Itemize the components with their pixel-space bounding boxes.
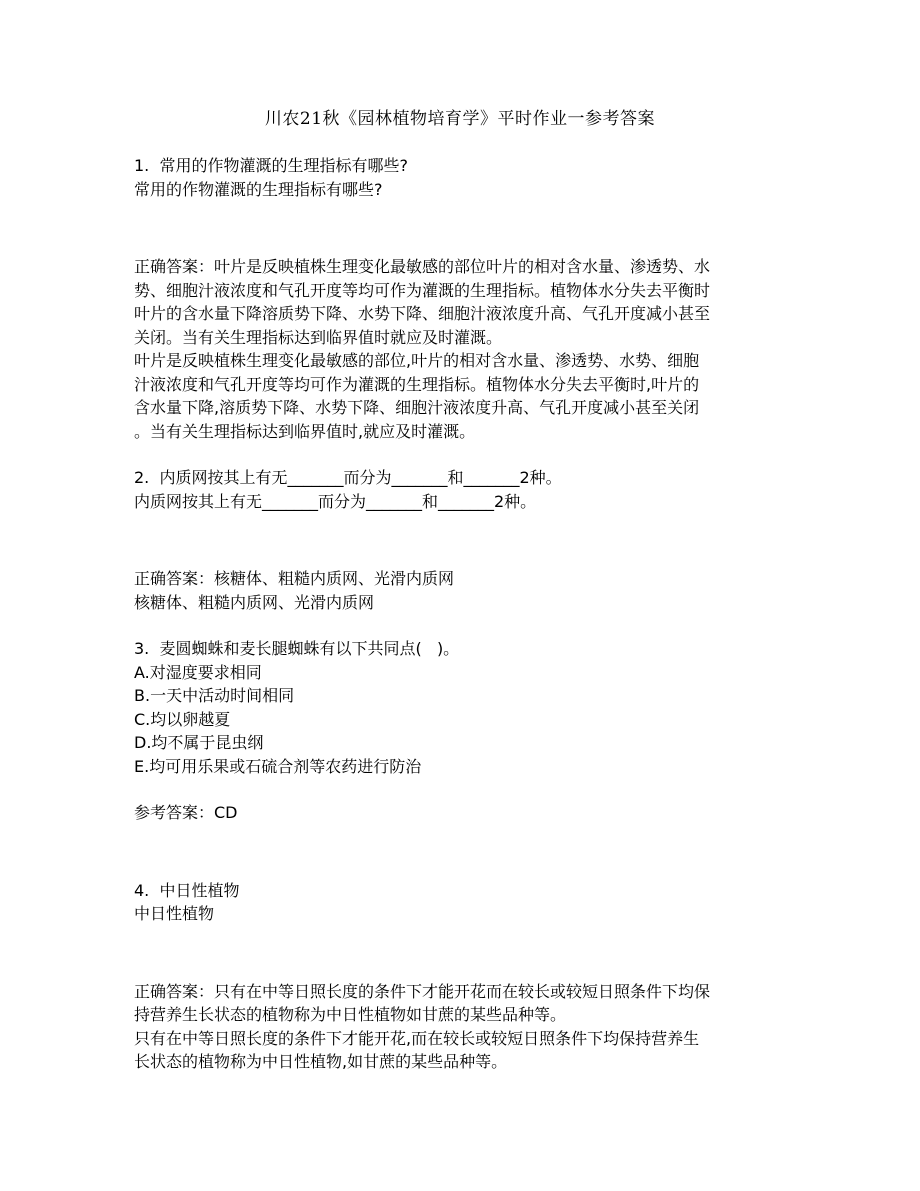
answer-line: 含水量下降,溶质势下降、水势下降、细胞汁液浓度升高、气孔开度减小甚至关闭 [134,398,700,417]
question-1-repeat: 常用的作物灌溉的生理指标有哪些? [134,179,383,199]
answer-line: 长状态的植物称为中日性植物,如甘蔗的某些品种等。 [134,1052,508,1071]
spacer [134,513,794,567]
question-1 [134,154,794,443]
question-4-repeat: 中日性植物 [134,904,215,923]
spacer [134,201,794,255]
question-3 [134,637,794,825]
answer-line: 正确答案：叶片是反映植株生理变化最敏感的部位叶片的相对含水量、渗透势、水 [134,257,711,276]
question-2-text: 2. 内质网按其上有无_______而分为_______和_______2种。 [134,468,562,487]
question-1-answer [134,255,794,443]
spacer [134,443,794,466]
answer-line: 正确答案：只有在中等日照长度的条件下才能开花而在较长或较短日照条件下均保 [134,981,711,1001]
document-content [134,154,794,1074]
question-4 [134,879,794,1074]
option-a: A.对湿度要求相同 [134,662,262,682]
document-title: 川农21秋《园林植物培育学》平时作业一参考答案 [264,109,656,129]
question-4-answer [134,980,794,1074]
option-d: D.均不属于昆虫纲 [134,733,264,752]
question-1-text: 1. 常用的作物灌溉的生理指标有哪些? [134,156,408,175]
question-3-text: 3. 麦圆蜘蛛和麦长腿蜘蛛有以下共同点( )。 [134,639,460,658]
answer-line: 汁液浓度和气孔开度等均可作为灌溉的生理指标。植物体水分失去平衡时,叶片的 [134,374,700,394]
question-2-repeat: 内质网按其上有无_______而分为_______和_______2种。 [134,491,537,511]
option-b: B.一天中活动时间相同 [134,686,295,705]
spacer [134,926,794,980]
spacer [134,778,794,801]
spacer [134,614,794,637]
answer-line: 正确答案：核糖体、粗糙内质网、光滑内质网 [134,569,455,588]
answer-line: 持营养生长状态的植物称为中日性植物如甘蔗的某些品种等。 [134,1005,567,1024]
answer-line: 叶片的含水量下降溶质势下降、水势下降、细胞汁液浓度升高、气孔开度减小甚至 [134,304,711,323]
answer-line: 。当有关生理指标达到临界值时,就应及时灌溉。 [134,421,476,441]
reference-answer: 参考答案：CD [134,803,238,822]
answer-line: 只有在中等日照长度的条件下才能开花,而在较长或较短日照条件下均保持营养生 [134,1028,700,1048]
spacer [134,825,794,879]
answer-line: 关闭。当有关生理指标达到临界值时就应及时灌溉。 [134,327,503,347]
question-2-answer [134,567,794,614]
question-2 [134,466,794,614]
option-e: E.均可用乐果或石硫合剂等农药进行防治 [134,756,422,776]
question-4-text: 4. 中日性植物 [134,880,240,900]
answer-line: 势、细胞汁液浓度和气孔开度等均可作为灌溉的生理指标。植物体水分失去平衡时 [134,280,711,300]
answer-line: 叶片是反映植株生理变化最敏感的部位,叶片的相对含水量、渗透势、水势、细胞 [134,351,700,370]
option-c: C.均以卵越夏 [134,709,231,729]
answer-line: 核糖体、粗糙内质网、光滑内质网 [134,592,375,612]
